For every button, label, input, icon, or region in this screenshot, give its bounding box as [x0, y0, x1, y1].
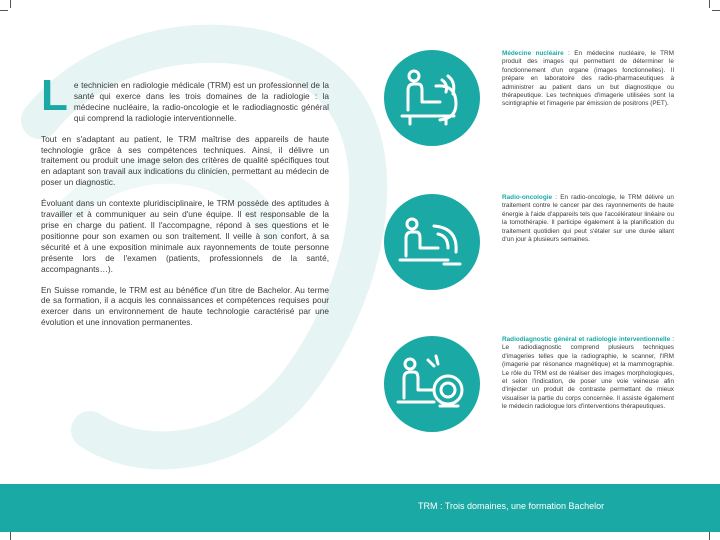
- section-nuclear-medicine: [384, 50, 690, 170]
- section-radiodiagnostic-text: [502, 336, 674, 412]
- section-body: : En médecine nucléaire, le TRM produit des images qui permettent de déterminer le fonctionnement d'un organe (images fonctionnelles). Il prépare en laboratoire des radio-pharmaceutiques à administrer au patient dans un but diagnostique ou thérapeutique. Les techniques d'imagerie utilisées sont la scintigraphie et l'imagerie par émission de positrons (PET).: [502, 50, 674, 108]
- dropcap-letter: L: [41, 71, 68, 120]
- section-nuclear-medicine-text: [502, 50, 674, 109]
- crop-mark: [10, 0, 11, 8]
- section-title: Radiodiagnostic général et radiologie interventionnelle: [502, 336, 671, 343]
- radiodiagnostic-icon: [384, 336, 480, 432]
- crop-mark: [709, 532, 710, 540]
- intro-paragraph-4: En Suisse romande, le TRM est au bénéfice d'un titre de Bachelor. Au terme de sa formation, il a acquis les connaissances et compétences requises pour exercer dans un environnement de haute technologie caractérisé par une évolution et une innovation permanentes.: [41, 284, 329, 328]
- footer-bar: [0, 484, 720, 532]
- section-radio-oncology-text: [502, 194, 674, 244]
- section-radiodiagnostic: [384, 336, 690, 456]
- intro-paragraph-1: [41, 71, 329, 124]
- crop-mark: [10, 532, 11, 540]
- section-title: Radio-oncologie: [502, 194, 553, 201]
- intro-paragraph-3: Évoluant dans un contexte pluridisciplinaire, le TRM possède des aptitudes à travailler et à communiquer au sein d'une équipe. Il est responsable de la prise en charge du patient. Il l'accompagne, répond à ses questions et le positionne pour son examen ou son traitement. Il veille à son confort, à sa sécurité et à une exposition minimale aux rayonnements de toute personne présente lors de l'examen (patients, professionnels de la santé, accompagnants…).: [41, 198, 329, 274]
- section-body: : En radio-oncologie, le TRM délivre un traitement contre le cancer par des rayonnements de haute énergie à l'aide d'appareils tels que l'accélérateur linéaire ou la tomothérapie. Il participe également à la planification du traitement quotidien qui peut s'étaler sur une durée allant d'un jour à plusieurs semaines.: [502, 194, 674, 244]
- crop-mark: [712, 10, 720, 11]
- intro-paragraph-1-text: e technicien en radiologie médicale (TRM) est un professionnel de la santé qui exerce dans les trois domaines de la radiologie : la médecine nucléaire, la radio-oncologie et le radiodiagnostic général qui comprend la radiologie interventionnelle.: [73, 80, 329, 123]
- section-radio-oncology: [384, 194, 690, 314]
- crop-mark: [709, 0, 710, 8]
- nuclear-medicine-icon: [384, 50, 480, 146]
- intro-column: [41, 71, 329, 338]
- section-body: : Le radiodiagnostic comprend plusieurs techniques d'imageries telles que la radiographie, le scanner, l'IRM (imagerie par résonance magnétique) et la mammographie. Le rôle du TRM est de réaliser des images morphologiques, et selon l'indication, de poser une voie veineuse afin d'injecter un produit de contraste permettant de mieux visualiser la partie du corps concernée. Il assiste également le médecin radiologue lors d'interventions thérapeutiques.: [502, 336, 674, 411]
- footer-caption: TRM : Trois domaines, une formation Bachelor: [418, 501, 605, 511]
- intro-paragraph-2: Tout en s'adaptant au patient, le TRM maîtrise des appareils de haute technologie grâce à ses compétences techniques. Ainsi, il délivre un traitement ou produit une image selon des critères de qualité spécifiques tout en adaptant son travail aux indications du clinicien, permettant au médecin de poser un diagnostic.: [41, 133, 329, 188]
- crop-mark: [0, 10, 8, 11]
- radio-oncology-icon: [384, 194, 480, 290]
- section-title: Médecine nucléaire: [502, 50, 564, 57]
